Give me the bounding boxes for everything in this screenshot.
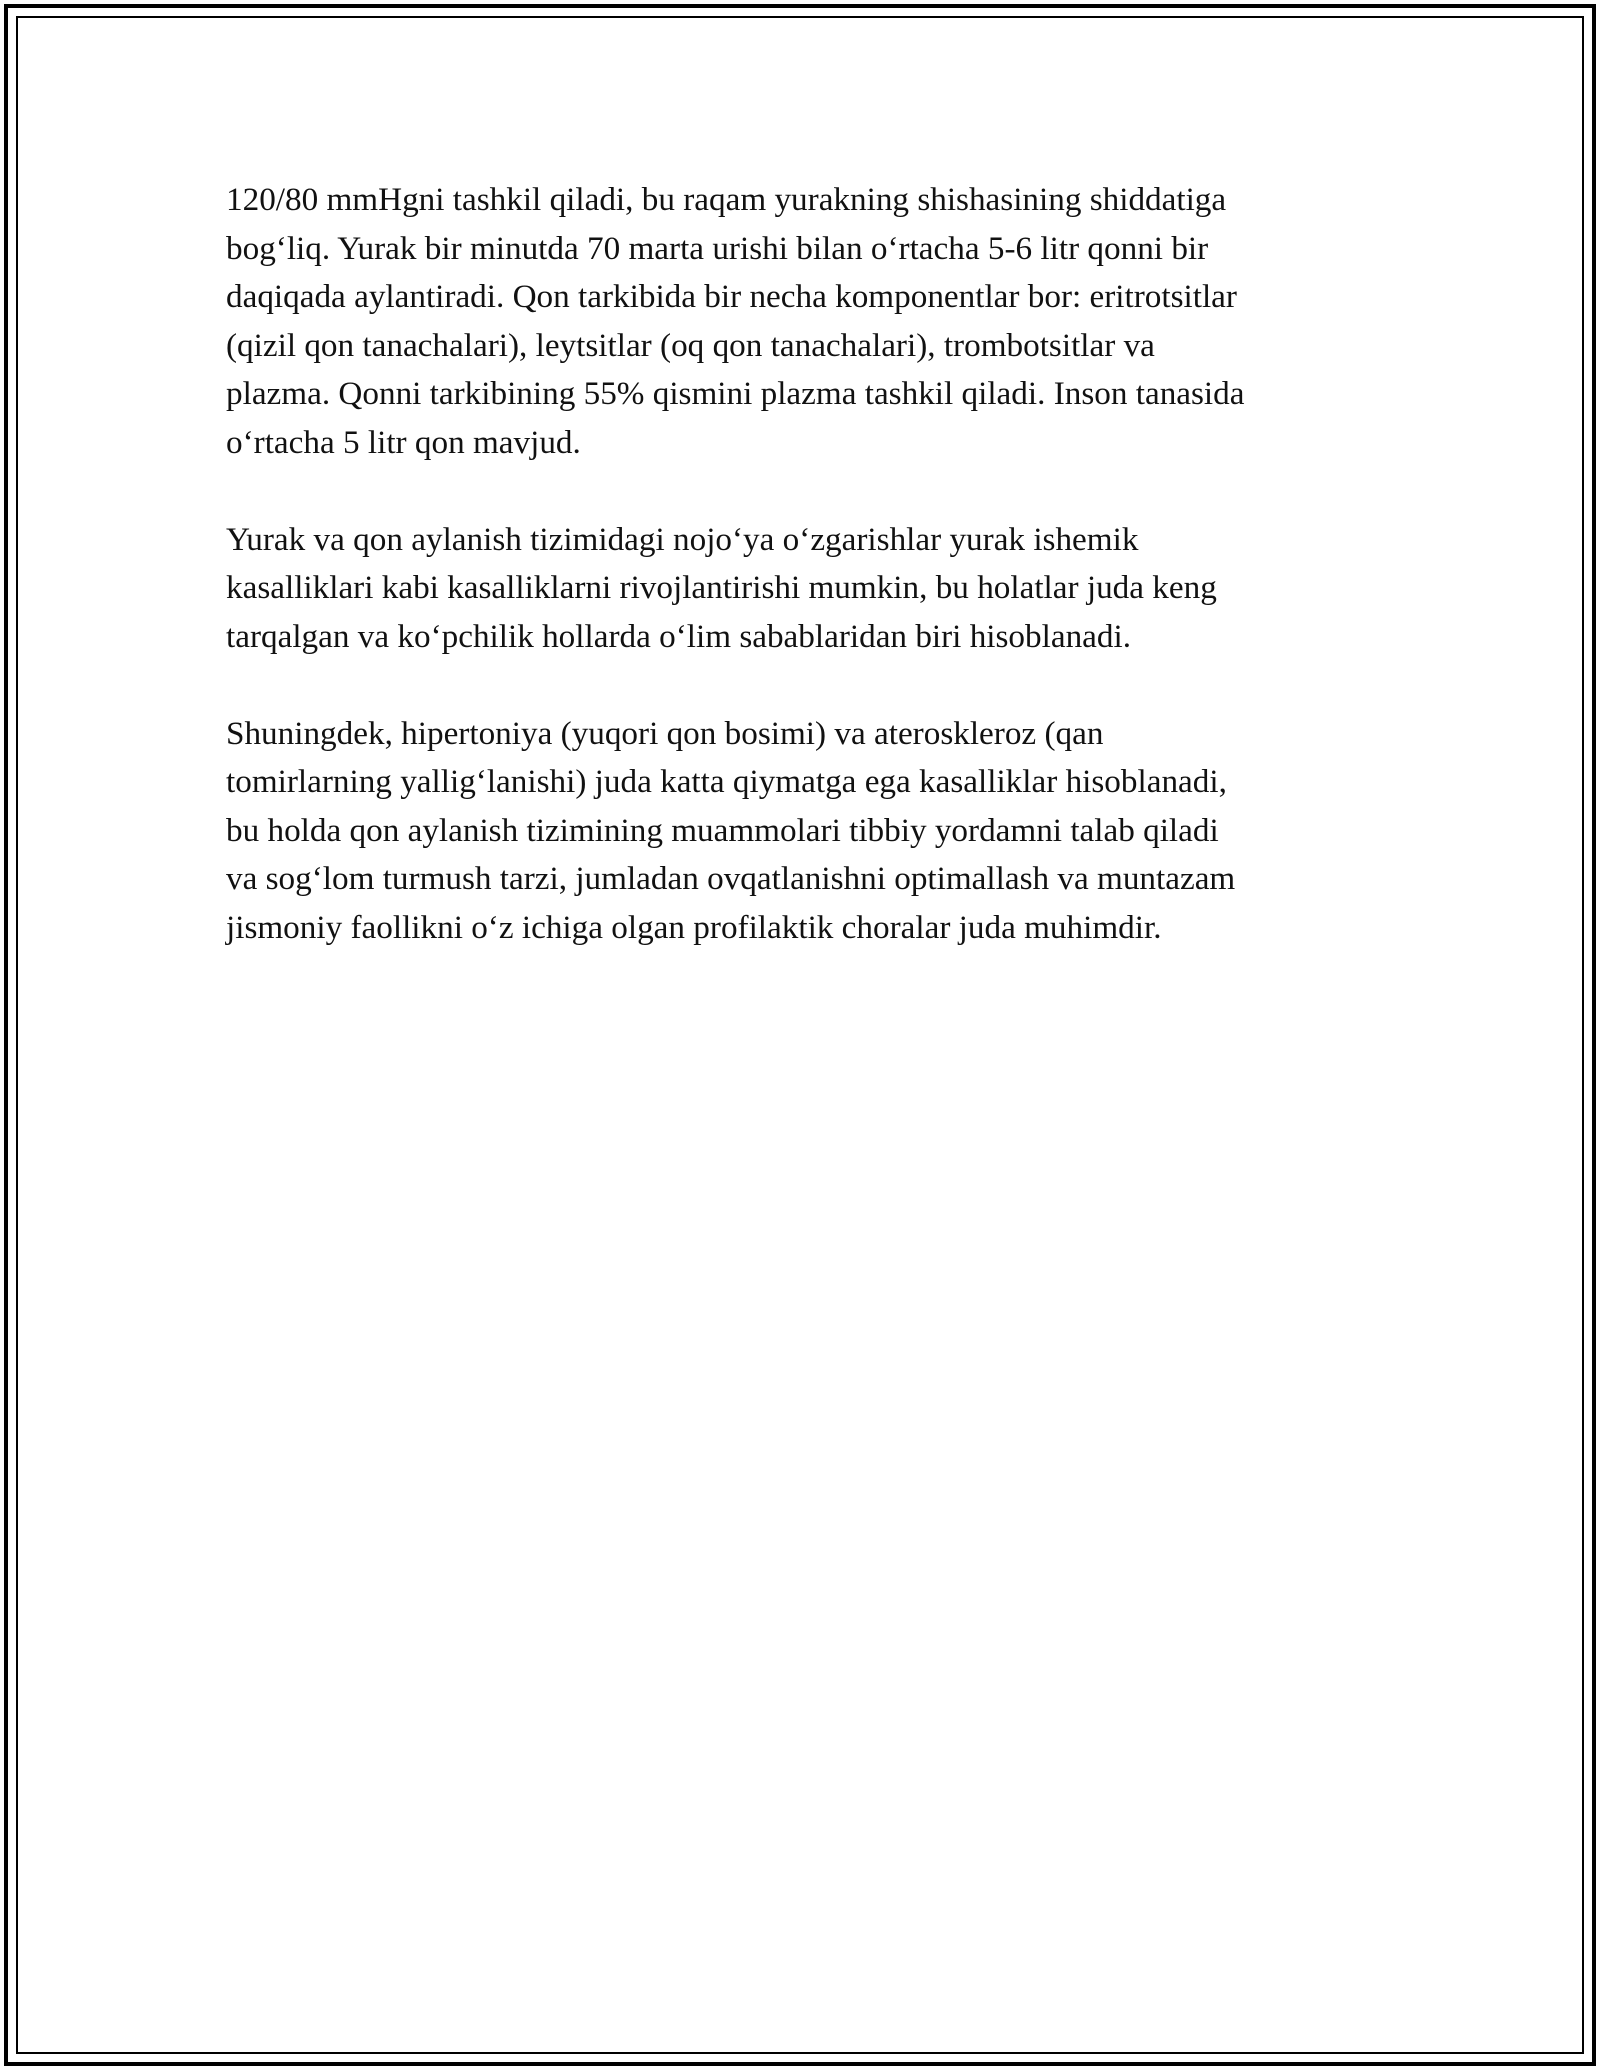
paragraph-hypertension: Shuningdek, hipertoniya (yuqori qon bosimi) va ateroskleroz (qan tomirlarning yallig‘lanishi) juda katta qiymatga ega kasalliklar hisoblanadi, bu holda qon aylanish tizimining muammolari tibbiy yordamni talab qiladi va sog‘lom turmush tarzi, jumladan ovqatlanishni optimallash va muntazam jismoniy faollikni o‘z ichiga olgan profilaktik choralar juda muhimdir. (226, 714, 1236, 946)
paragraph-blood-circulation: 120/80 mmHgni tashkil qiladi, bu raqam yurakning shishasining shiddatiga bog‘liq. Yurak bir minutda 70 marta urishi bilan o‘rtacha 5-6 litr qonni bir daqiqada aylantiradi. Qon tarkibida bir necha komponentlar bor: eritrotsitlar (qizil qon tanachalari), leytsitlar (oq qon tanachalari), trombotsitlar va plazma. Qonni tarkibining 55% qismini plazma tashkil qiladi. Inson tanasida o‘rtacha 5 litr qon mavjud. (226, 181, 1245, 461)
document-body (226, 176, 1386, 1001)
paragraph-heart-disease: Yurak va qon aylanish tizimidagi nojo‘ya o‘zgarishlar yurak ishemik kasalliklari kabi kasalliklarni rivojlantirishi mumkin, bu holatlar juda keng tarqalgan va ko‘pchilik hollarda o‘lim sabablaridan biri hisoblanadi. (226, 520, 1217, 655)
